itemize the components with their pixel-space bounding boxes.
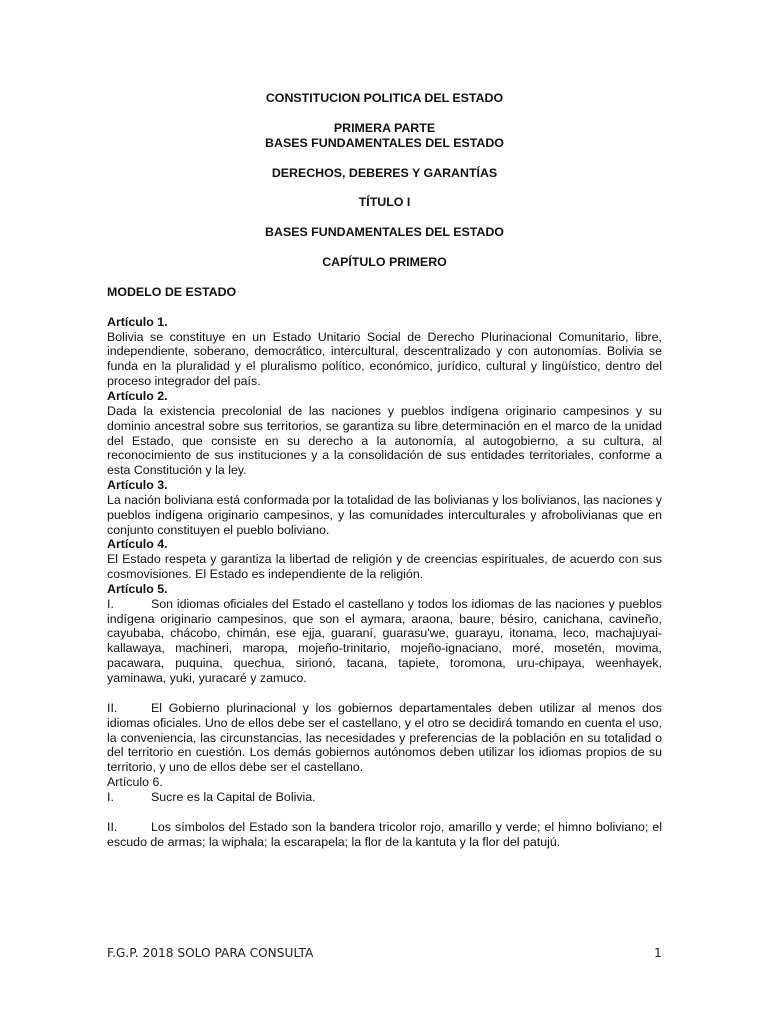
article-6-paragraph-2-number: II. [107,819,118,834]
article-6-paragraph-1-text: Sucre es la Capital de Bolivia. [151,789,316,804]
page-number: 1 [654,946,662,960]
constitution-title: CONSTITUCION POLITICA DEL ESTADO [265,91,504,105]
rights-heading: DERECHOS, DEBERES Y GARANTÍAS [271,165,498,180]
title-heading: TÍTULO I [358,195,411,210]
article-5-paragraph-1 [107,597,662,686]
article-1-text: Bolivia se constituye en un Estado Unitario Social de Derecho Plurinacional Comunitario, libre, independiente, soberano, democrático, intercultural, descentralizado y con autonomías. Bolivia se funda en la pluralidad y el pluralismo político, económico, jurídico, cultural y lingüístico, dentro del proceso integrador del país. [107,329,662,389]
article-5-paragraph-1-number: I. [107,596,114,611]
article-5-paragraph-2-number: II. [107,700,118,715]
article-2-text: Dada la existencia precolonial de las naciones y pueblos indígena originario campesinos y su dominio ancestral sobre sus territorios, se garantiza su libre determinación en el marco de la unidad del Estado, que consiste en su derecho a la autonomía, al autogobierno, a su cultura, al reconocimiento de sus instituciones y a la consolidación de sus entidades territoriales, conforme a esta Constitución y la ley. [107,403,662,478]
article-3-text: La nación boliviana está conformada por la totalidad de las bolivianas y los bolivianos, las naciones y pueblos indígena originario campesinos, y las comunidades interculturales y afrobolivianas que en conjunto constituyen el pueblo boliviano. [107,492,662,537]
article-4-text: El Estado respeta y garantiza la libertad de religión y de creencias espirituales, de acuerdo con sus cosmovisiones. El Estado es independiente de la religión. [107,552,662,582]
bases-heading: BASES FUNDAMENTALES DEL ESTADO [265,225,504,240]
article-5-paragraph-2 [107,701,662,775]
article-1-title: Artículo 1. [107,314,168,329]
article-5-paragraph-1-text: Son idiomas oficiales del Estado el castellano y todos los idiomas de las naciones y pueblos indígena originario campesinos, que son el aymara, araona, baure, bésiro, canichana, cavineño, cayubaba, chácobo, chimán, ese ejja, guaraní, guarasu'we, guarayu, itonama, leco, machajuyai-kallawaya, machineri, maropa, mojeño-trinitario, mojeño-ignaciano, moré, mosetén, movima, pacawara, puquina, quechua, sirionó, tacana, tapiete, toromona, uru-chipaya, weenhayek, yaminawa, yuki, yuracaré y zamuco. [107,596,662,685]
part-title: PRIMERA PARTE [333,120,436,135]
article-3-title: Artículo 3. [107,478,168,493]
article-6-title: Artículo 6. [107,775,163,790]
article-6-paragraph-2 [107,820,662,850]
section-title: MODELO DE ESTADO [107,284,237,299]
article-6-paragraph-1-number: I. [107,789,114,804]
article-2-title: Artículo 2. [107,388,168,403]
footer-notice: F.G.P. 2018 SOLO PARA CONSULTA [107,946,314,960]
article-5-title: Artículo 5. [107,581,168,596]
chapter-heading: CAPÍTULO PRIMERO [322,255,447,270]
article-6-paragraph-1 [107,790,662,805]
document-body [107,91,662,849]
article-5-paragraph-2-text: El Gobierno plurinacional y los gobiernos departamentales deben utilizar al menos dos idiomas oficiales. Uno de ellos debe ser el castellano, y el otro se decidirá tomando en cuenta el uso, la conveniencia, las circunstancias, las necesidades y preferencias de la población en su totalidad o del territorio en cuestión. Los demás gobiernos autónomos deben utilizar los idiomas propios de su territorio, y uno de ellos debe ser el castellano. [107,700,662,775]
article-4-title: Artículo 4. [107,537,168,552]
article-6-paragraph-2-text: Los símbolos del Estado son la bandera tricolor rojo, amarillo y verde; el himno boliviano; el escudo de armas; la wiphala; la escarapela; la flor de la kantuta y la flor del patujú. [107,819,662,849]
part-subtitle: BASES FUNDAMENTALES DEL ESTADO [265,135,504,150]
